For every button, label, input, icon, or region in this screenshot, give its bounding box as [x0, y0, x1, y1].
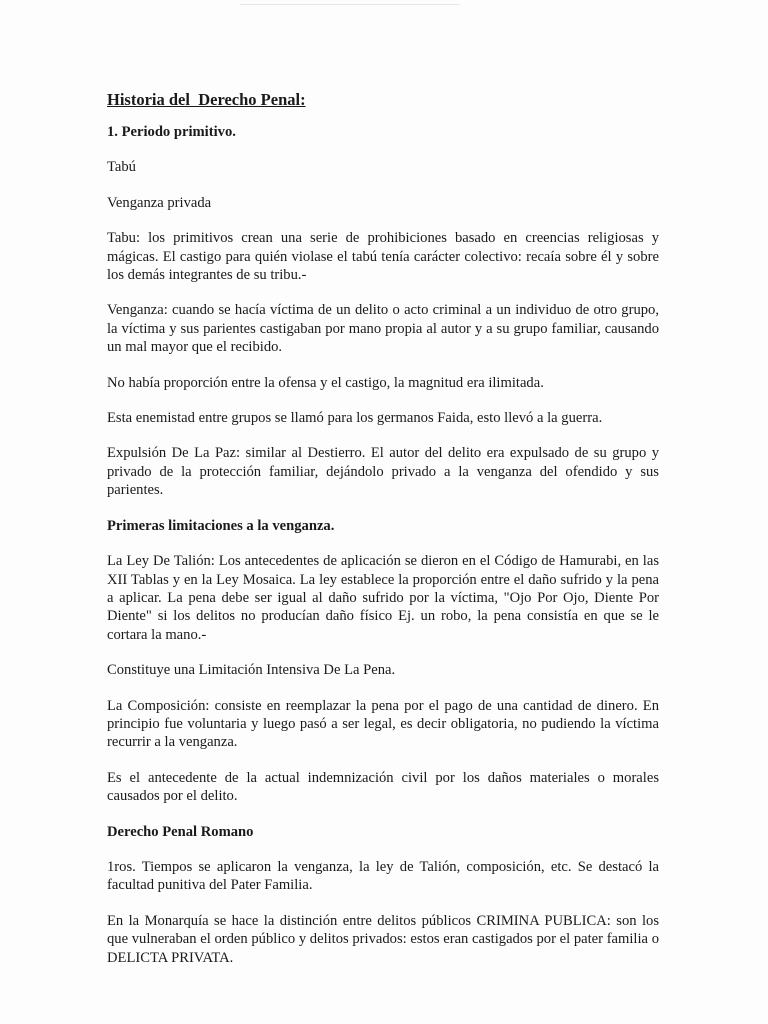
paragraph: 1ros. Tiempos se aplicaron la venganza, la ley de Talión, composición, etc. Se destacó la facultad punitiva del Pater Familia. [107, 858, 659, 894]
paragraph: Tabú [107, 159, 136, 176]
section-heading: Derecho Penal Romano [107, 823, 254, 840]
paragraph: Venganza privada [107, 194, 212, 211]
paragraph: Venganza: cuando se hacía víctima de un delito o acto criminal a un individuo de otro grupo, la víctima y sus parientes castigaban por mano propia al autor y a su grupo familiar, causando un mal mayor que el recibido. [107, 302, 659, 356]
document-body [107, 90, 659, 984]
paragraph: Tabu: los primitivos crean una serie de prohibiciones basado en creencias religiosas y mágicas. El castigo para quién violase el tabú tenía carácter colectivo: recaía sobre él y sobre los demás integrantes de su tribu.- [107, 230, 659, 284]
paragraph: La Ley De Talión: Los antecedentes de aplicación se dieron en el Código de Hamurabi, en las XII Tablas y en la Ley Mosaica. La ley establece la proporción entre el daño sufrido y la pena a aplicar. La pena debe ser igual al daño sufrido por la víctima, "Ojo Por Ojo, Diente Por Diente" si los delitos no producían daño físico Ej. un robo, la pena consistía en que se le cortara la mano.- [107, 553, 659, 643]
paragraph: Es el antecedente de la actual indemnización civil por los daños materiales o morales causados por el delito. [107, 769, 659, 805]
paragraph: No había proporción entre la ofensa y el castigo, la magnitud era ilimitada. [107, 374, 544, 391]
document-title: Historia del Derecho Penal: [107, 90, 306, 109]
paragraph: Esta enemistad entre grupos se llamó para los germanos Faida, esto llevó a la guerra. [107, 410, 603, 427]
paragraph: Expulsión De La Paz: similar al Destierro. El autor del delito era expulsado de su grupo y privado de la protección familiar, dejándolo privado a la venganza del ofendido y sus parientes. [107, 445, 659, 499]
paragraph: La Composición: consiste en reemplazar la pena por el pago de una cantidad de dinero. En principio fue voluntaria y luego pasó a ser legal, es decir obligatoria, no pudiendo la víctima recurrir a la venganza. [107, 697, 659, 751]
section-heading: 1. Periodo primitivo. [107, 124, 236, 140]
paragraph: Constituye una Limitación Intensiva De La Pena. [107, 662, 396, 679]
section-heading: Primeras limitaciones a la venganza. [107, 517, 335, 534]
scan-artifact [240, 4, 460, 5]
paragraph: En la Monarquía se hace la distinción entre delitos públicos CRIMINA PUBLICA: son los que vulneraban el orden público y delitos privados: estos eran castigados por el pater familia o DELICTA PRIVATA. [107, 912, 659, 966]
